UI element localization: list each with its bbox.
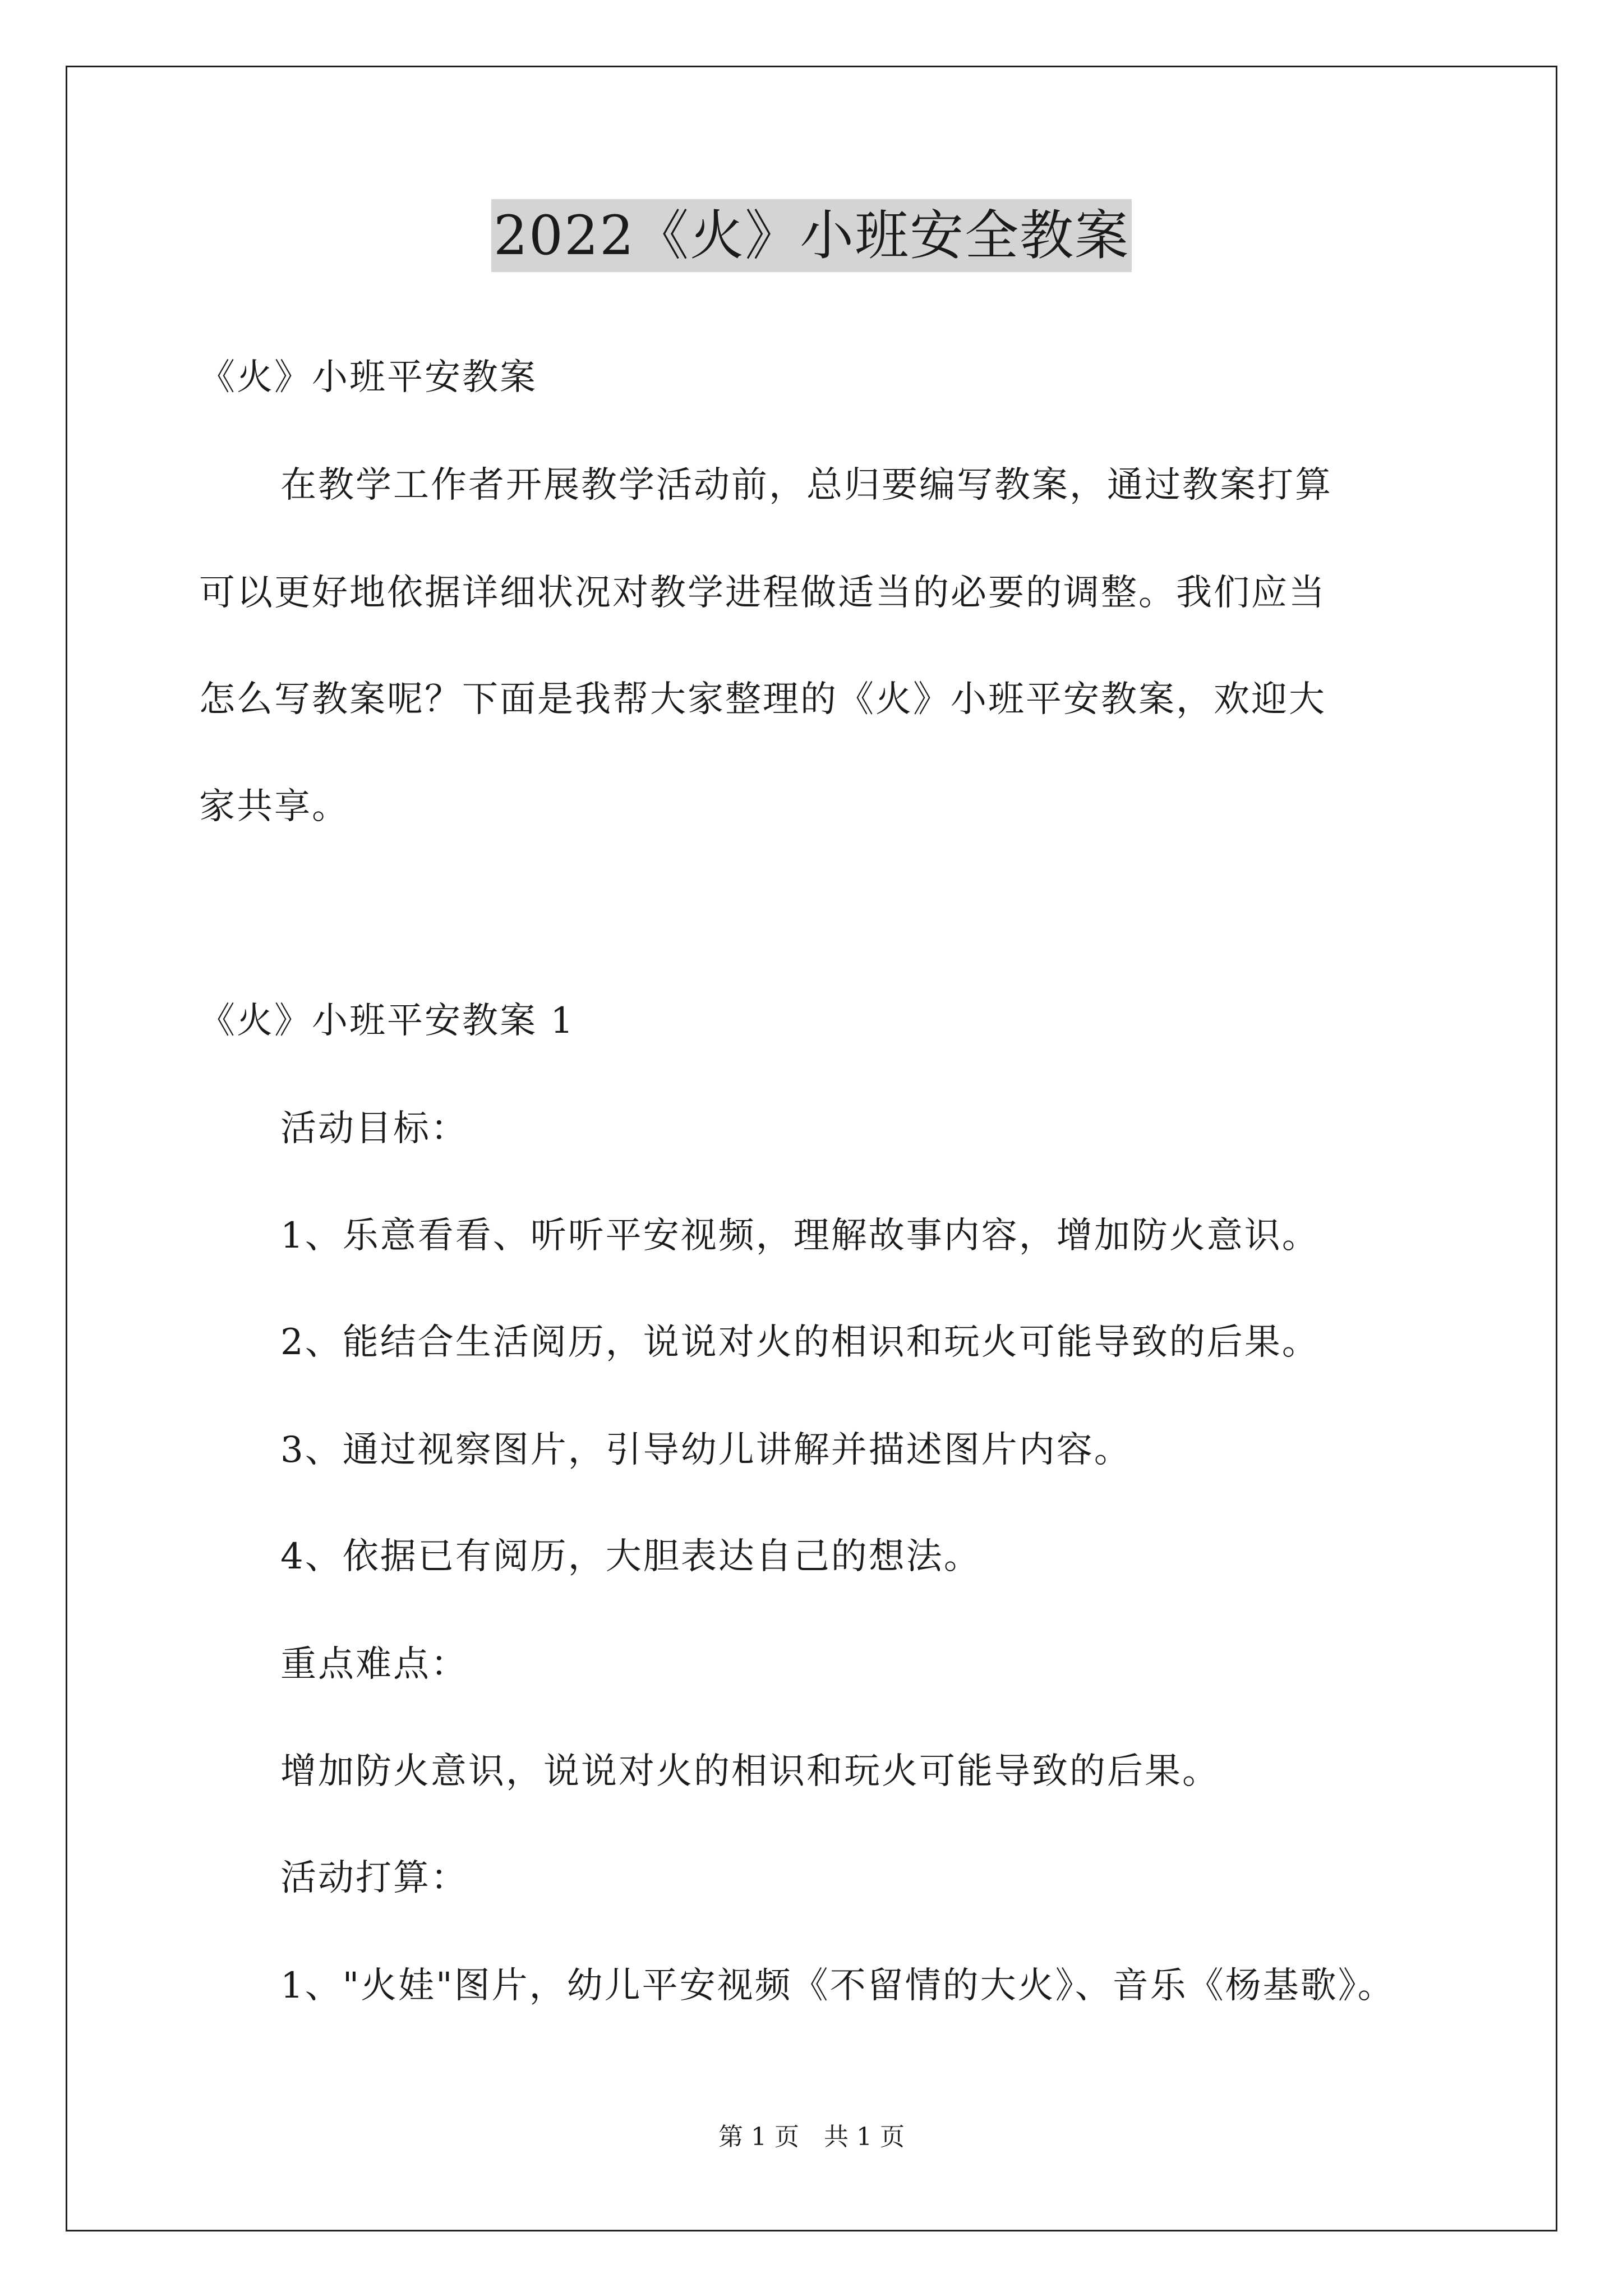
intro-line-1: 在教学工作者开展教学活动前，总归要编写教案，通过教案打算 [280,464,1332,506]
key-heading: 重点难点： [280,1644,468,1685]
goals-heading: 活动目标： [280,1108,468,1149]
intro-line-4: 家共享。 [199,786,349,827]
goal-item-3: 3、通过视察图片，引导幼儿讲解并描述图片内容。 [280,1429,1132,1471]
document-title: 2022《火》小班安全教案 [491,199,1132,272]
prep-item-1: 1、"火娃"图片，幼儿平安视频《不留情的大火》、音乐《杨基歌》。 [280,1965,1395,2007]
page-footer: 第 1 页 共 1 页 [718,2123,905,2151]
goal-item-4: 4、依据已有阅历，大胆表达自己的想法。 [280,1536,981,1577]
key-text: 增加防火意识，说说对火的相识和玩火可能导致的后果。 [280,1751,1220,1792]
prep-heading: 活动打算： [280,1857,468,1899]
intro-line-2: 可以更好地依据详细状况对教学进程做适当的必要的调整。我们应当 [199,572,1326,614]
document-subtitle: 《火》小班平安教案 [199,357,537,398]
goal-item-2: 2、能结合生活阅历，说说对火的相识和玩火可能导致的后果。 [280,1322,1320,1363]
goal-item-1: 1、乐意看看、听听平安视频，理解故事内容，增加防火意识。 [280,1215,1320,1257]
section-heading: 《火》小班平安教案 1 [199,1000,575,1042]
intro-line-3: 怎么写教案呢？下面是我帮大家整理的《火》小班平安教案，欢迎大 [199,679,1326,720]
title-container [0,199,1623,272]
